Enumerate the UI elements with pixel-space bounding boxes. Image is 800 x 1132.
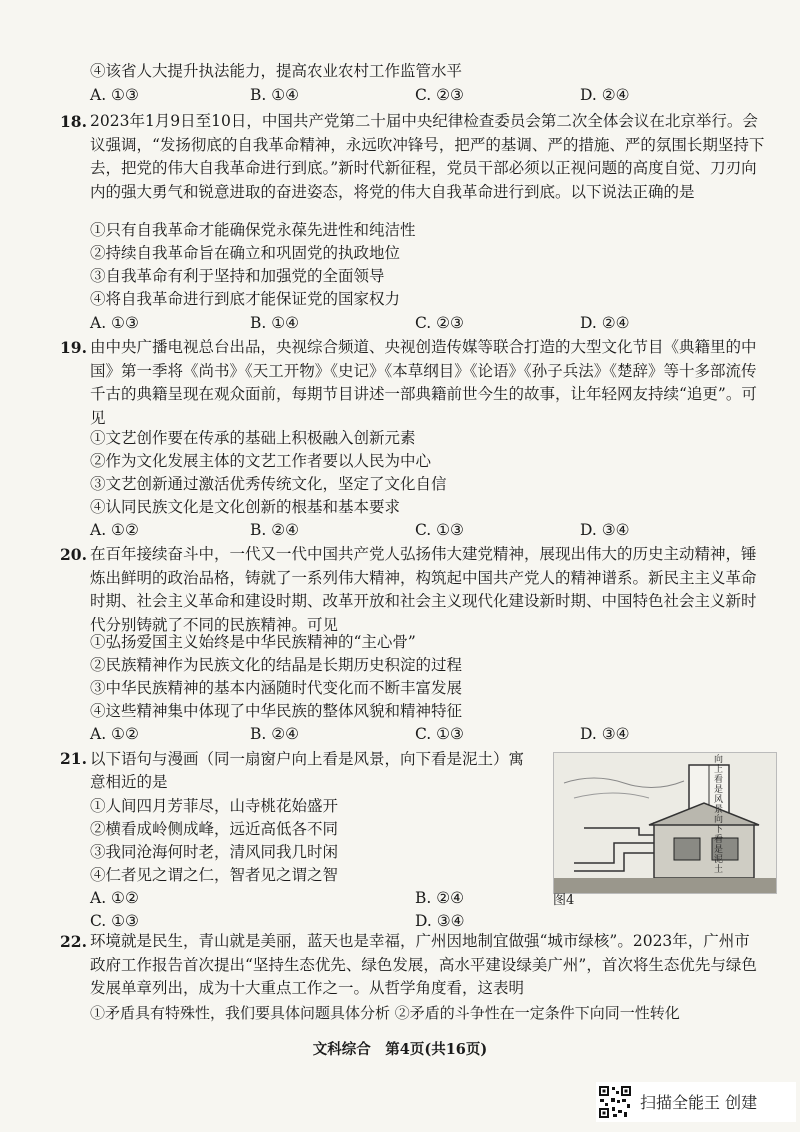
question-number: 20. [60, 545, 87, 564]
q19-item-3: ③文艺创新通过激活优秀传统文化，坚定了文化自信 [90, 475, 447, 493]
q20-options [90, 723, 730, 745]
bleed-through-watermark [620, 48, 630, 83]
option-b[interactable]: B. ①④ [250, 86, 300, 104]
prev-options [90, 84, 730, 106]
q21-item-1: ①人间四月芳菲尽，山寺桃花始盛开 [90, 797, 339, 815]
q18-item-2: ②持续自我革命旨在确立和巩固党的执政地位 [90, 244, 401, 262]
q19-item-1: ①文艺创作要在传承的基础上积极融入创新元素 [90, 429, 416, 447]
prev-item-4: ④该省人大提升执法能力，提高农业农村工作监管水平 [90, 62, 463, 80]
option-b[interactable]: B. ②④ [415, 889, 465, 907]
option-b[interactable]: B. ②④ [250, 725, 300, 743]
option-b[interactable]: B. ②④ [250, 521, 300, 539]
q18-item-1: ①只有自我革命才能确保党永葆先进性和纯洁性 [90, 221, 416, 239]
option-a[interactable]: A. ①② [90, 521, 139, 539]
q21-item-4: ④仁者见之谓之仁，智者见之谓之智 [90, 866, 339, 884]
q19-item-2: ②作为文化发展主体的文艺工作者要以人民为中心 [90, 452, 432, 470]
figure-caption: 图4 [553, 893, 575, 908]
question-number: 18. [60, 112, 87, 131]
q19-options [90, 519, 730, 541]
option-d[interactable]: D. ③④ [580, 521, 630, 539]
q22-items-line: ①矛盾具有特殊性，我们要具体问题具体分析 ②矛盾的斗争性在一定条件下向同一性转化 [90, 1004, 680, 1022]
question-21-stem-line2: 意相近的是 [90, 773, 168, 791]
option-c[interactable]: C. ②③ [415, 314, 464, 332]
option-c[interactable]: C. ②③ [415, 86, 464, 104]
q18-options [90, 312, 730, 334]
option-c[interactable]: C. ①③ [415, 521, 464, 539]
question-20-stem: 在百年接续奋斗中，一代又一代中国共产党人弘扬伟大建党精神，展现出伟大的历史主动精神，锤炼出鲜明的政治品格，铸就了一系列伟大精神，构筑起中国共产党人的精神谱系。新民主主义革命时期、社会主义革命和建设时期、改革开放和社会主义现代化建设新时期、中国特色社会主义新时代分别铸就了不同的民族精神。可见 [90, 545, 757, 634]
option-b[interactable]: B. ①④ [250, 314, 300, 332]
option-d[interactable]: D. ②④ [580, 86, 630, 104]
q20-item-2: ②民族精神作为民族文化的结晶是长期历史积淀的过程 [90, 656, 463, 674]
option-d[interactable]: D. ③④ [580, 725, 630, 743]
q20-item-4: ④这些精神集中体现了中华民族的整体风貌和精神特征 [90, 702, 463, 720]
page-footer: 文科综合 第4页(共16页) [312, 1041, 488, 1058]
q21-item-3: ③我同沧海何时老，清风同我几时闲 [90, 843, 339, 861]
scanner-watermark [596, 1082, 796, 1122]
option-a[interactable]: A. ①② [90, 889, 139, 907]
question-19-stem: 由中央广播电视总台出品，央视综合频道、央视创造传媒等联合打造的大型文化节目《典籍里的中国》第一季将《尚书》《天工开物》《史记》《本草纲目》《论语》《孙子兵法》《楚辞》等十多部流传千古的典籍呈现在观众面前，每期节目讲述一部典籍前世今生的故事，让年轻网友持续“追更”。可见 [90, 338, 757, 427]
q18-item-3: ③自我革命有利于坚持和加强党的全面领导 [90, 267, 385, 285]
question-21-stem-line1: 以下语句与漫画（同一扇窗户向上看是风景，向下看是泥土）寓 [90, 750, 525, 768]
q21-options-row1 [90, 887, 530, 909]
q18-item-4: ④将自我革命进行到底才能保证党的国家权力 [90, 290, 401, 308]
option-a[interactable]: A. ①③ [90, 86, 139, 104]
option-c[interactable]: C. ①③ [415, 725, 464, 743]
option-a[interactable]: A. ①② [90, 725, 139, 743]
cartoon-figure [553, 752, 777, 894]
q21-options-row2 [90, 910, 530, 932]
question-18-stem: 2023年1月9日至10日，中国共产党第二十届中央纪律检查委员会第二次全体会议在北京举行。会议强调，“发扬彻底的自我革命精神，永远吹冲锋号，把严的基调、严的措施、严的氛围长期坚持下去，把党的伟大自我革命进行到底。”新时代新征程，党员干部必须以正视问题的高度自觉、刀刃向内的强大勇气和锐意进取的奋进姿态，将党的伟大自我革命进行到底。以下说法正确的是 [90, 112, 765, 201]
question-22-stem: 环境就是民生，青山就是美丽，蓝天也是幸福，广州因地制宜做强“城市绿核”。2023年，广州市政府工作报告首次提出“坚持生态优先、绿色发展，高水平建设绿美广州”，首次将生态优先与绿色发展单章列出，成为十大重点工作之一。从哲学角度看，这表明 [90, 932, 757, 997]
q21-item-2: ②横看成岭侧成峰，远近高低各不同 [90, 820, 339, 838]
option-d[interactable]: D. ②④ [580, 314, 630, 332]
option-d[interactable]: D. ③④ [415, 912, 465, 930]
option-a[interactable]: A. ①③ [90, 314, 139, 332]
question-number: 22. [60, 932, 87, 951]
question-number: 21. [60, 749, 87, 768]
cartoon-drawing [554, 753, 776, 893]
q20-item-1: ①弘扬爱国主义始终是中华民族精神的“主心骨” [90, 633, 416, 651]
option-c[interactable]: C. ①③ [90, 912, 139, 930]
q20-item-3: ③中华民族精神的基本内涵随时代变化而不断丰富发展 [90, 679, 463, 697]
scanner-brand-text: 扫描全能王 创建 [640, 1093, 758, 1112]
qr-code-icon [598, 1085, 632, 1119]
q19-item-4: ④认同民族文化是文化创新的根基和基本要求 [90, 498, 401, 516]
cartoon-caption-text: 向上看是风景 向下看是泥土 [714, 755, 724, 875]
question-number: 19. [60, 338, 87, 357]
